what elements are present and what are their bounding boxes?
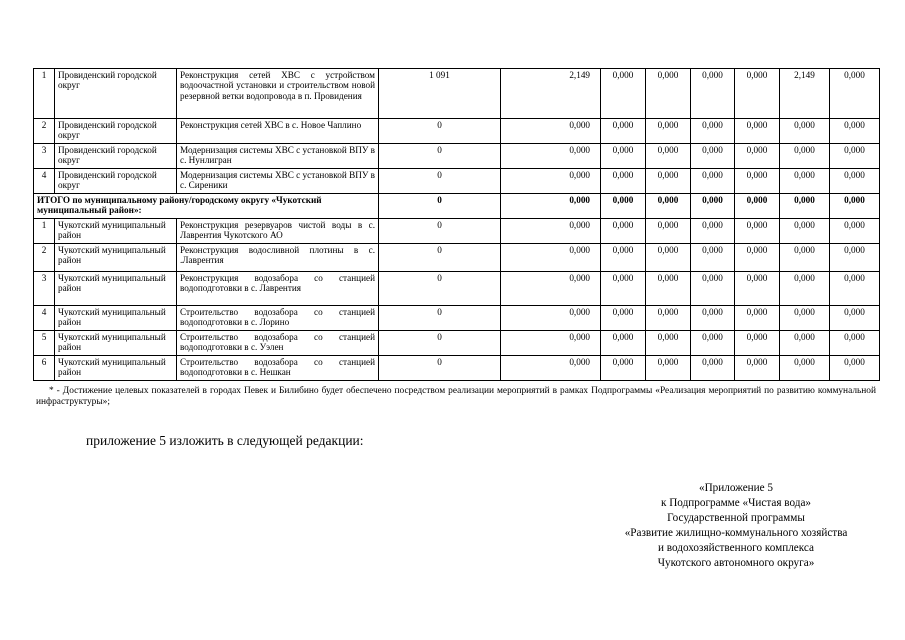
value-cell: 0 (379, 119, 501, 144)
table-row (34, 69, 880, 119)
measure-cell: Модернизация системы ХВС с установкой ВПУ в с. Нунлигран (177, 144, 379, 169)
value-cell: 0 (379, 306, 501, 331)
value-cell: 0 (379, 144, 501, 169)
value-cell: 0,000 (830, 119, 880, 144)
value-cell: 0 (379, 194, 501, 219)
instruction-text: приложение 5 изложить в следующей редакции: (86, 433, 364, 448)
municipality-cell: Чукотский муниципальный район (55, 244, 177, 272)
value-cell: 0,000 (646, 194, 691, 219)
measure-cell: Реконструкция сетей ХВС в с. Новое Чаплино (177, 119, 379, 144)
value-cell: 0,000 (646, 119, 691, 144)
value-cell: 0,000 (691, 69, 735, 119)
table-row (34, 219, 880, 244)
value-cell: 0,000 (691, 119, 735, 144)
table-row (34, 356, 880, 381)
value-cell: 0,000 (691, 306, 735, 331)
table-row (34, 331, 880, 356)
row-number-cell: 6 (34, 356, 55, 381)
value-cell: 0,000 (735, 244, 780, 272)
table-row (34, 169, 880, 194)
value-cell: 0,000 (601, 244, 646, 272)
value-cell: 0,000 (646, 306, 691, 331)
value-cell: 0,000 (601, 219, 646, 244)
value-cell: 0,000 (780, 272, 830, 306)
value-cell: 0,000 (501, 272, 601, 306)
value-cell: 0,000 (830, 169, 880, 194)
value-cell: 0,000 (601, 272, 646, 306)
value-cell: 0,000 (735, 219, 780, 244)
annex-line: Государственной программы (667, 512, 805, 525)
value-cell: 0,000 (646, 144, 691, 169)
value-cell: 0,000 (691, 194, 735, 219)
value-cell: 0,000 (501, 306, 601, 331)
table-row (34, 119, 880, 144)
table-row (34, 244, 880, 272)
value-cell: 0,000 (501, 331, 601, 356)
value-cell: 0,000 (735, 331, 780, 356)
annex-line: «Приложение 5 (698, 482, 774, 494)
value-cell: 0,000 (830, 194, 880, 219)
value-cell: 0 (379, 219, 501, 244)
municipality-cell: Провиденский городской округ (55, 144, 177, 169)
value-cell: 0,000 (780, 331, 830, 356)
value-cell: 0,000 (830, 356, 880, 381)
data-table (33, 68, 880, 381)
value-cell: 0,000 (780, 119, 830, 144)
row-number-cell: 2 (34, 119, 55, 144)
value-cell: 0,000 (601, 306, 646, 331)
value-cell: 0 (379, 272, 501, 306)
value-cell: 0,000 (735, 69, 780, 119)
value-cell: 0,000 (830, 244, 880, 272)
measure-cell: Реконструкция резервуаров чистой воды в с. Лаврентия Чукотского АО (177, 219, 379, 244)
value-cell: 0,000 (830, 306, 880, 331)
row-number-cell: 4 (34, 306, 55, 331)
measure-cell: Реконструкция сетей ХВС с устройством водоочастной установки и строительством новой резервной ветки водопровода в п. Провидения (177, 69, 379, 119)
municipality-cell: Провиденский городской округ (55, 169, 177, 194)
value-cell: 0,000 (691, 272, 735, 306)
total-row (34, 194, 880, 219)
row-number-cell: 2 (34, 244, 55, 272)
value-cell: 0,000 (691, 331, 735, 356)
value-cell: 0,000 (735, 356, 780, 381)
value-cell: 0 (379, 331, 501, 356)
municipality-cell: Чукотский муниципальный район (55, 272, 177, 306)
value-cell: 0,000 (780, 194, 830, 219)
value-cell: 0,000 (830, 272, 880, 306)
municipality-cell: Провиденский городской округ (55, 69, 177, 119)
value-cell: 0,000 (601, 169, 646, 194)
value-cell: 0 (379, 169, 501, 194)
municipality-cell: Чукотский муниципальный район (55, 219, 177, 244)
value-cell: 0,000 (646, 69, 691, 119)
value-cell: 0,000 (601, 356, 646, 381)
measure-cell: Реконструкция водосливной плотины в с. .Лаврентия (177, 244, 379, 272)
value-cell: 0,000 (646, 331, 691, 356)
value-cell: 0,000 (830, 219, 880, 244)
measure-cell: Реконструкция водозабора со станцией водоподготовки в с. Лаврентия (177, 272, 379, 306)
value-cell: 0,000 (735, 306, 780, 331)
measure-cell: Строительство водозабора со станцией водоподготовки в с. Нешкан (177, 356, 379, 381)
table-row (34, 144, 880, 169)
value-cell: 1 091 (379, 69, 501, 119)
row-number-cell: 1 (34, 219, 55, 244)
annex-line: Чукотского автономного округа» (657, 557, 815, 570)
value-cell: 0,000 (735, 144, 780, 169)
value-cell: 0,000 (646, 219, 691, 244)
annex-line: и водохозяйственного комплекса (658, 542, 814, 555)
value-cell: 0,000 (691, 144, 735, 169)
value-cell: 0,000 (691, 244, 735, 272)
value-cell: 0,000 (735, 169, 780, 194)
value-cell: 0,000 (691, 219, 735, 244)
row-number-cell: 3 (34, 272, 55, 306)
value-cell: 0,000 (780, 219, 830, 244)
value-cell: 0,000 (830, 144, 880, 169)
value-cell: 0,000 (601, 69, 646, 119)
value-cell: 0,000 (735, 194, 780, 219)
value-cell: 0,000 (780, 244, 830, 272)
value-cell: 0,000 (501, 244, 601, 272)
value-cell: 0,000 (501, 219, 601, 244)
municipality-cell: Чукотский муниципальный район (55, 306, 177, 331)
value-cell: 0,000 (601, 331, 646, 356)
value-cell: 0,000 (501, 356, 601, 381)
annex-line: «Развитие жилищно-коммунального хозяйства (624, 527, 848, 540)
value-cell: 2,149 (780, 69, 830, 119)
value-cell: 0,000 (691, 356, 735, 381)
row-number-cell: 3 (34, 144, 55, 169)
footnote: * - Достижение целевых показателей в городах Певек и Билибино будет обеспечено посредством реализации мероприятий в рамках Подпрограммы «Реализация мероприятий по развитию коммунальной инфраструктуры»; (36, 386, 876, 408)
value-cell: 0,000 (501, 119, 601, 144)
value-cell: 0,000 (830, 69, 880, 119)
value-cell: 0,000 (501, 169, 601, 194)
value-cell: 0,000 (780, 356, 830, 381)
municipality-cell: Чукотский муниципальный район (55, 356, 177, 381)
value-cell: 0 (379, 244, 501, 272)
value-cell: 0,000 (780, 306, 830, 331)
annex-header (586, 481, 886, 572)
value-cell: 0,000 (780, 169, 830, 194)
row-number-cell: 4 (34, 169, 55, 194)
value-cell: 0,000 (646, 244, 691, 272)
value-cell: 0,000 (691, 169, 735, 194)
value-cell: 0,000 (830, 331, 880, 356)
row-number-cell: 5 (34, 331, 55, 356)
table-body (34, 69, 880, 381)
measure-cell: Строительство водозабора со станцией водоподготовки в с. Уэлен (177, 331, 379, 356)
measure-cell: Строительство водозабора со станцией водоподготовки в с. Лорино (177, 306, 379, 331)
value-cell: 0,000 (501, 194, 601, 219)
row-number-cell: 1 (34, 69, 55, 119)
table-row (34, 272, 880, 306)
total-label-cell: ИТОГО по муниципальному району/городскому округу «Чукотский муниципальный район»: (34, 194, 379, 219)
value-cell: 0,000 (646, 272, 691, 306)
value-cell: 0 (379, 356, 501, 381)
value-cell: 0,000 (601, 119, 646, 144)
value-cell: 0,000 (735, 272, 780, 306)
value-cell: 0,000 (646, 356, 691, 381)
value-cell: 2,149 (501, 69, 601, 119)
value-cell: 0,000 (601, 194, 646, 219)
value-cell: 0,000 (501, 144, 601, 169)
table-row (34, 306, 880, 331)
value-cell: 0,000 (780, 144, 830, 169)
value-cell: 0,000 (601, 144, 646, 169)
value-cell: 0,000 (646, 169, 691, 194)
value-cell: 0,000 (735, 119, 780, 144)
municipality-cell: Чукотский муниципальный район (55, 331, 177, 356)
annex-line: к Подпрограмме «Чистая вода» (661, 497, 811, 510)
measure-cell: Модернизация системы ХВС с установкой ВПУ в с. Сиреники (177, 169, 379, 194)
municipality-cell: Провиденский городской округ (55, 119, 177, 144)
